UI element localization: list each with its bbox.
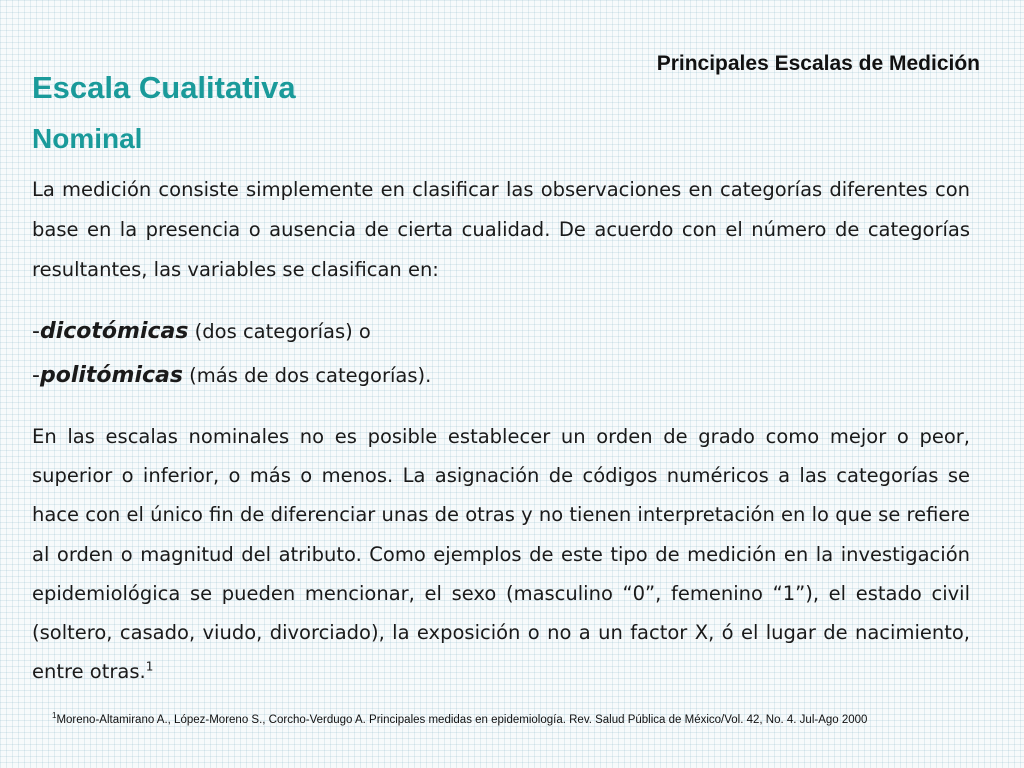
bullet-dash: - <box>32 319 40 344</box>
footnote-text: Moreno-Altamirano A., López-Moreno S., Corcho-Verdugo A. Principales medidas en epidemiología. Rev. Salud Pública de México/Vol. 42, No. 4. Jul-Ago 2000 <box>56 714 868 726</box>
bullet-item-politomicas <box>32 356 970 400</box>
header-title: Principales Escalas de Medición <box>656 52 980 75</box>
footnote-reference: 1 <box>145 659 154 674</box>
bullet-list <box>32 312 970 400</box>
section-subtitle: Nominal <box>32 123 143 154</box>
bullet-dash: - <box>32 363 40 388</box>
footnote <box>52 711 868 726</box>
bullet-description: (más de dos categorías). <box>182 364 432 387</box>
page-title: Escala Cualitativa <box>32 70 296 105</box>
bullet-item-dicotomicas <box>32 312 970 356</box>
paragraph-explanation-text: En las escalas nominales no es posible establecer un orden de grado como mejor o peor, superior o inferior, o más o menos. La asignación de códigos numéricos a las categorías se hace con el único fin de diferenciar unas de otras y no tienen interpretación en lo que se refiere al orden o magnitud del atributo. Como ejemplos de este tipo de medición en la investigación epidemiológica se pueden mencionar, el sexo (masculino “0”, femenino “1”), el estado civil (soltero, casado, viudo, divorciado), la exposición o no a un factor X, ó el lugar de nacimiento, entre otras. <box>32 425 970 684</box>
paragraph-definition: La medición consiste simplemente en clasificar las observaciones en categorías diferentes con base en la presencia o ausencia de cierta cualidad. De acuerdo con el número de categorías resultantes, las variables se clasifican en: <box>32 178 970 281</box>
paragraph-explanation <box>32 417 970 691</box>
footnote-marker: 1 <box>52 711 57 721</box>
bullet-term: politómicas <box>39 363 183 388</box>
bullet-term: dicotómicas <box>39 319 189 344</box>
bullet-description: (dos categorías) o <box>188 320 371 343</box>
